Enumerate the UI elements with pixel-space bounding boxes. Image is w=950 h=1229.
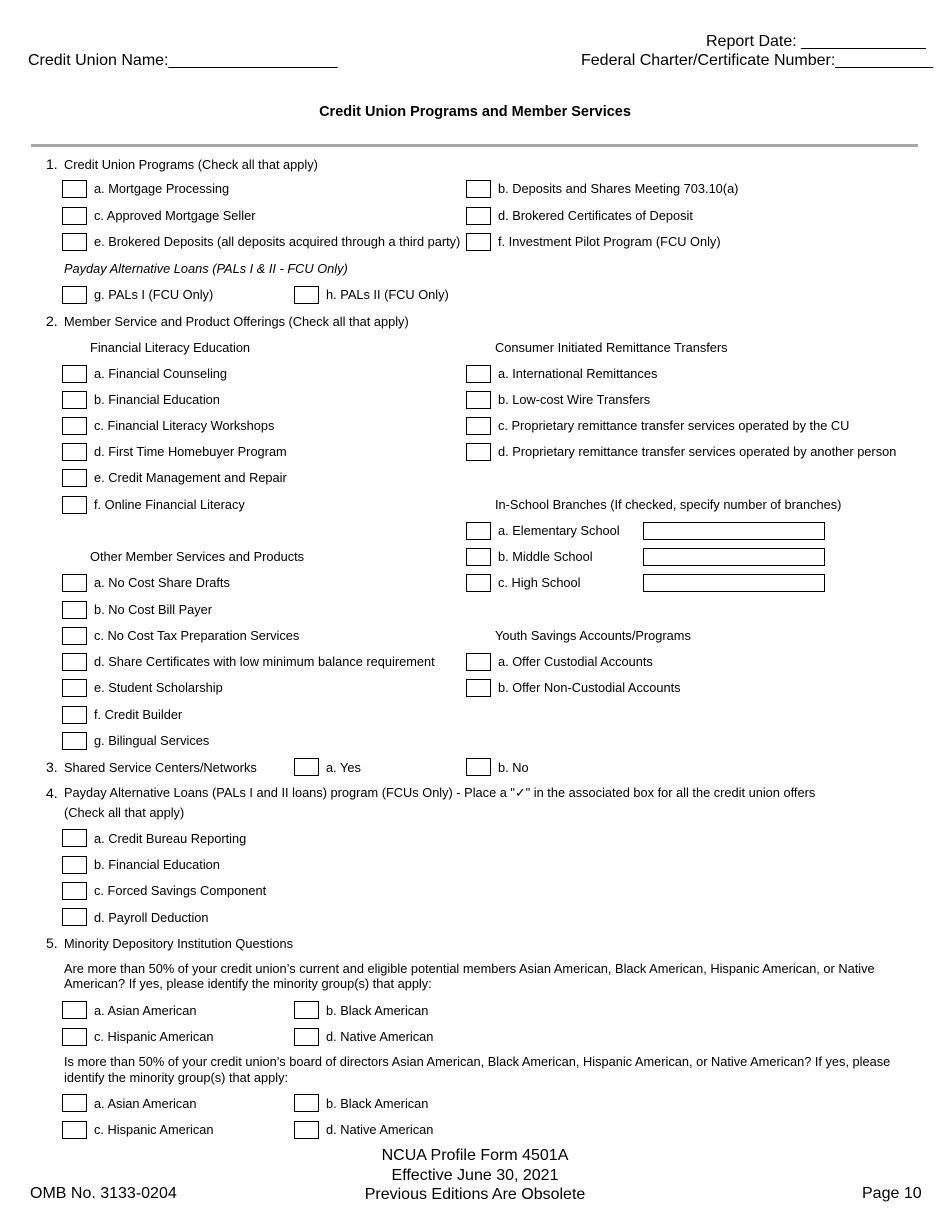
label-custodial-accounts: a. Offer Custodial Accounts bbox=[498, 654, 653, 669]
footer-omb-number: OMB No. 3133-0204 bbox=[30, 1185, 177, 1202]
checkbox-brokered-deposits[interactable] bbox=[62, 233, 87, 251]
high-branches-input[interactable] bbox=[643, 574, 825, 592]
label-financial-education: b. Financial Education bbox=[94, 392, 220, 407]
footer-page-number: Page 10 bbox=[862, 1185, 922, 1202]
checkbox-shared-yes[interactable] bbox=[294, 758, 319, 776]
label-deposits-shares: b. Deposits and Shares Meeting 703.10(a) bbox=[498, 181, 739, 196]
page-title: Credit Union Programs and Member Services bbox=[319, 104, 631, 120]
checkbox-forced-savings[interactable] bbox=[62, 882, 87, 900]
label-brokered-deposits: e. Brokered Deposits (all deposits acquired through a third party) bbox=[94, 234, 461, 249]
checkbox-credit-bureau[interactable] bbox=[62, 829, 87, 847]
label-financial-counseling: a. Financial Counseling bbox=[94, 366, 228, 381]
label-members-asian-american: a. Asian American bbox=[94, 1003, 197, 1018]
checkbox-high-school[interactable] bbox=[466, 574, 491, 592]
section-2-title: Member Service and Product Offerings (Check all that apply) bbox=[64, 314, 409, 329]
section-3-number: 3. bbox=[46, 759, 58, 775]
checkbox-custodial-accounts[interactable] bbox=[466, 653, 491, 671]
oms-heading: Other Member Services and Products bbox=[90, 549, 305, 564]
label-payroll-deduction: d. Payroll Deduction bbox=[94, 910, 209, 925]
credit-union-name: Credit Union Name:___________________ bbox=[28, 52, 338, 69]
section-1-title: Credit Union Programs (Check all that apply) bbox=[64, 157, 318, 172]
label-middle-school: b. Middle School bbox=[498, 549, 593, 564]
fle-heading: Financial Literacy Education bbox=[90, 340, 251, 355]
section-5-number: 5. bbox=[46, 935, 58, 951]
divider bbox=[31, 144, 918, 147]
checkbox-financial-education[interactable] bbox=[62, 391, 87, 409]
label-pal-financial-education: b. Financial Education bbox=[94, 857, 220, 872]
checkbox-credit-builder[interactable] bbox=[62, 706, 87, 724]
label-share-certificates: d. Share Certificates with low minimum balance requirement bbox=[94, 654, 435, 669]
pal-heading: Payday Alternative Loans (PALs I & II - FCU Only) bbox=[64, 261, 348, 276]
checkbox-student-scholarship[interactable] bbox=[62, 679, 87, 697]
footer-obsolete: Previous Editions Are Obsolete bbox=[364, 1186, 586, 1203]
section-5-title: Minority Depository Institution Questions bbox=[64, 936, 294, 951]
checkbox-members-native-american[interactable] bbox=[294, 1028, 319, 1046]
footer-effective-date: Effective June 30, 2021 bbox=[391, 1167, 559, 1184]
checkbox-mortgage-processing[interactable] bbox=[62, 180, 87, 198]
label-bilingual-services: g. Bilingual Services bbox=[94, 733, 210, 748]
label-non-custodial-accounts: b. Offer Non-Custodial Accounts bbox=[498, 680, 681, 695]
label-credit-builder: f. Credit Builder bbox=[94, 707, 183, 722]
checkbox-board-asian-american[interactable] bbox=[62, 1094, 87, 1112]
checkbox-middle-school[interactable] bbox=[466, 548, 491, 566]
section-4-note: (Check all that apply) bbox=[64, 805, 185, 820]
checkbox-pal-financial-education[interactable] bbox=[62, 856, 87, 874]
label-mortgage-processing: a. Mortgage Processing bbox=[94, 181, 230, 196]
section-3-title: Shared Service Centers/Networks bbox=[64, 760, 257, 775]
checkbox-non-custodial-accounts[interactable] bbox=[466, 679, 491, 697]
checkbox-international-remittances[interactable] bbox=[466, 365, 491, 383]
label-tax-preparation: c. No Cost Tax Preparation Services bbox=[94, 628, 300, 643]
question-1-line-2: American? If yes, please identify the minority group(s) that apply: bbox=[64, 976, 432, 991]
checkbox-online-literacy[interactable] bbox=[62, 496, 87, 514]
checkbox-remittance-other[interactable] bbox=[466, 443, 491, 461]
label-online-literacy: f. Online Financial Literacy bbox=[94, 497, 245, 512]
crt-heading: Consumer Initiated Remittance Transfers bbox=[495, 340, 728, 355]
checkbox-board-native-american[interactable] bbox=[294, 1121, 319, 1139]
label-investment-pilot: f. Investment Pilot Program (FCU Only) bbox=[498, 234, 721, 249]
label-elementary-school: a. Elementary School bbox=[498, 523, 620, 538]
question-2-line-1: Is more than 50% of your credit union’s board of directors Asian American, Black American, Hispanic American, or Native American? If yes, please bbox=[64, 1054, 891, 1069]
charter-number: Federal Charter/Certificate Number:___________ bbox=[581, 52, 934, 69]
label-members-native-american: d. Native American bbox=[326, 1029, 434, 1044]
checkbox-no-cost-share-drafts[interactable] bbox=[62, 574, 87, 592]
checkbox-approved-mortgage-seller[interactable] bbox=[62, 207, 87, 225]
checkbox-pals-2[interactable] bbox=[294, 286, 319, 304]
checkbox-first-time-homebuyer[interactable] bbox=[62, 443, 87, 461]
checkbox-financial-counseling[interactable] bbox=[62, 365, 87, 383]
label-shared-no: b. No bbox=[498, 760, 529, 775]
label-board-native-american: d. Native American bbox=[326, 1122, 434, 1137]
report-date: Report Date: ______________ bbox=[706, 33, 926, 50]
checkbox-pals-1[interactable] bbox=[62, 286, 87, 304]
label-no-cost-share-drafts: a. No Cost Share Drafts bbox=[94, 575, 230, 590]
label-brokered-cds: d. Brokered Certificates of Deposit bbox=[498, 208, 693, 223]
label-remittance-cu: c. Proprietary remittance transfer services operated by the CU bbox=[498, 418, 850, 433]
checkbox-low-cost-wire[interactable] bbox=[466, 391, 491, 409]
checkbox-credit-management[interactable] bbox=[62, 469, 87, 487]
label-members-black-american: b. Black American bbox=[326, 1003, 429, 1018]
checkbox-share-certificates[interactable] bbox=[62, 653, 87, 671]
label-board-black-american: b. Black American bbox=[326, 1096, 429, 1111]
checkbox-members-black-american[interactable] bbox=[294, 1001, 319, 1019]
checkbox-members-hispanic-american[interactable] bbox=[62, 1028, 87, 1046]
label-credit-bureau: a. Credit Bureau Reporting bbox=[94, 831, 247, 846]
checkbox-brokered-cds[interactable] bbox=[466, 207, 491, 225]
label-student-scholarship: e. Student Scholarship bbox=[94, 680, 223, 695]
checkbox-investment-pilot[interactable] bbox=[466, 233, 491, 251]
label-literacy-workshops: c. Financial Literacy Workshops bbox=[94, 418, 275, 433]
label-board-asian-american: a. Asian American bbox=[94, 1096, 197, 1111]
label-international-remittances: a. International Remittances bbox=[498, 366, 658, 381]
label-pals-1: g. PALs I (FCU Only) bbox=[94, 287, 214, 302]
checkbox-literacy-workshops[interactable] bbox=[62, 417, 87, 435]
checkbox-no-cost-bill-payer[interactable] bbox=[62, 601, 87, 619]
middle-branches-input[interactable] bbox=[643, 548, 825, 566]
question-2-line-2: identify the minority group(s) that apply: bbox=[64, 1070, 289, 1085]
checkbox-bilingual-services[interactable] bbox=[62, 732, 87, 750]
label-board-hispanic-american: c. Hispanic American bbox=[94, 1122, 214, 1137]
label-members-hispanic-american: c. Hispanic American bbox=[94, 1029, 214, 1044]
label-pals-2: h. PALs II (FCU Only) bbox=[326, 287, 449, 302]
checkbox-tax-preparation[interactable] bbox=[62, 627, 87, 645]
checkbox-remittance-cu[interactable] bbox=[466, 417, 491, 435]
ysa-heading: Youth Savings Accounts/Programs bbox=[495, 628, 691, 643]
label-high-school: c. High School bbox=[498, 575, 581, 590]
checkbox-members-asian-american[interactable] bbox=[62, 1001, 87, 1019]
checkbox-payroll-deduction[interactable] bbox=[62, 908, 87, 926]
section-1-number: 1. bbox=[46, 156, 58, 172]
checkbox-shared-no[interactable] bbox=[466, 758, 491, 776]
label-no-cost-bill-payer: b. No Cost Bill Payer bbox=[94, 602, 213, 617]
question-1-line-1: Are more than 50% of your credit union’s current and eligible potential members Asian American, Black American, Hispanic American, or Native bbox=[64, 961, 875, 976]
section-4-number: 4. bbox=[46, 785, 58, 801]
section-4-title: Payday Alternative Loans (PALs I and II loans) program (FCUs Only) - Place a "✓" in the associated box for all the credit union offers bbox=[64, 785, 816, 800]
checkbox-board-black-american[interactable] bbox=[294, 1094, 319, 1112]
isb-heading: In-School Branches (If checked, specify number of branches) bbox=[495, 497, 842, 512]
checkbox-board-hispanic-american[interactable] bbox=[62, 1121, 87, 1139]
label-credit-management: e. Credit Management and Repair bbox=[94, 470, 287, 485]
section-2-number: 2. bbox=[46, 313, 58, 329]
label-remittance-other: d. Proprietary remittance transfer services operated by another person bbox=[498, 444, 897, 459]
footer-form-name: NCUA Profile Form 4501A bbox=[381, 1147, 569, 1164]
checkbox-elementary-school[interactable] bbox=[466, 522, 491, 540]
checkbox-deposits-shares[interactable] bbox=[466, 180, 491, 198]
label-forced-savings: c. Forced Savings Component bbox=[94, 883, 267, 898]
elementary-branches-input[interactable] bbox=[643, 522, 825, 540]
label-low-cost-wire: b. Low-cost Wire Transfers bbox=[498, 392, 651, 407]
label-approved-mortgage-seller: c. Approved Mortgage Seller bbox=[94, 208, 256, 223]
label-first-time-homebuyer: d. First Time Homebuyer Program bbox=[94, 444, 287, 459]
label-shared-yes: a. Yes bbox=[326, 760, 361, 775]
